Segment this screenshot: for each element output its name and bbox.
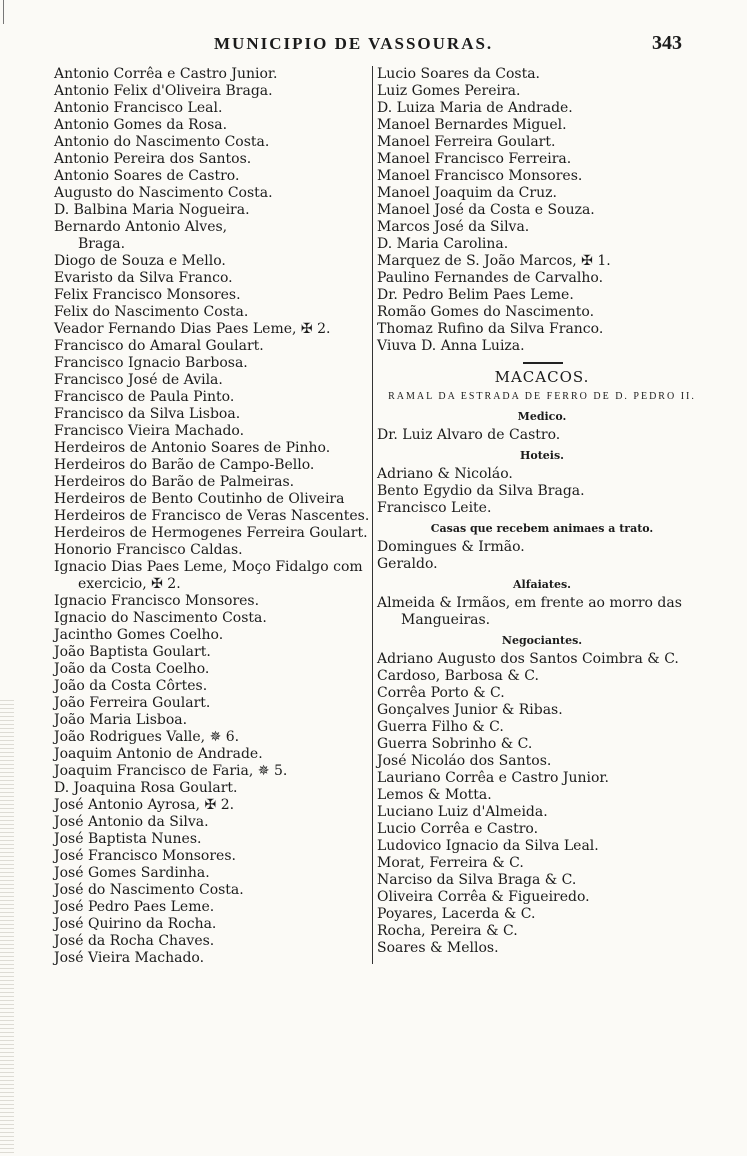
list-item: Lemos & Motta. (377, 787, 492, 803)
list-item: Ignacio Francisco Monsores. (54, 593, 260, 609)
list-item: Manoel José da Costa e Souza. (377, 202, 595, 218)
list-item: D. Luiza Maria de Andrade. (377, 100, 573, 116)
list-item: José do Nascimento Costa. (54, 882, 244, 898)
list-item: Manoel Francisco Monsores. (377, 168, 583, 184)
alfaiates-list (377, 595, 707, 629)
list-item: Guerra Filho & C. (377, 719, 504, 735)
margin-rule (3, 0, 4, 24)
list-item: João Maria Lisboa. (54, 712, 188, 728)
scan-edge-noise (0, 700, 14, 1156)
list-item: Morat, Ferreira & C. (377, 855, 524, 871)
list-item: Geraldo. (377, 556, 438, 572)
section-subtitle: RAMAL DA ESTRADA DE FERRO DE D. PEDRO II. (388, 391, 696, 402)
list-item: Diogo de Souza e Mello. (54, 253, 226, 269)
right-column-list (377, 66, 707, 355)
hoteis-list (377, 466, 707, 517)
list-item: Antonio Soares de Castro. (54, 168, 240, 184)
list-item: Cardoso, Barbosa & C. (377, 668, 539, 684)
list-item: Braga. (78, 236, 126, 252)
list-item: Antonio Gomes da Rosa. (54, 117, 228, 133)
list-item: Herdeiros de Francisco de Veras Nascentes. (54, 508, 370, 524)
list-item: Guerra Sobrinho & C. (377, 736, 533, 752)
list-item: Luiz Gomes Pereira. (377, 83, 521, 99)
list-item: Ludovico Ignacio da Silva Leal. (377, 838, 599, 854)
list-item: D. Maria Carolina. (377, 236, 509, 252)
category-medico: Medico. (517, 410, 567, 423)
list-item: Francisco Leite. (377, 500, 492, 516)
list-item: Romão Gomes do Nascimento. (377, 304, 595, 320)
list-item: Herdeiros de Hermogenes Ferreira Goulart. (54, 525, 368, 541)
list-item: Thomaz Rufino da Silva Franco. (377, 321, 604, 337)
list-item: Herdeiros do Barão de Palmeiras. (54, 474, 295, 490)
list-item: Narciso da Silva Braga & C. (377, 872, 577, 888)
list-item: Francisco de Paula Pinto. (54, 389, 235, 405)
category-casas: Casas que recebem animaes a trato. (430, 522, 654, 535)
list-item: Veador Fernando Dias Paes Leme, ✠ 2. (54, 321, 331, 337)
list-item: Evaristo da Silva Franco. (54, 270, 233, 286)
list-item: Antonio Francisco Leal. (54, 100, 223, 116)
list-item: Honorio Francisco Caldas. (54, 542, 243, 558)
list-item: Mangueiras. (401, 612, 491, 628)
list-item: Bernardo Antonio Alves, (54, 219, 228, 235)
list-item: Paulino Fernandes de Carvalho. (377, 270, 604, 286)
list-item: Dr. Pedro Belim Paes Leme. (377, 287, 574, 303)
list-item: Lauriano Corrêa e Castro Junior. (377, 770, 610, 786)
list-item: Joaquim Francisco de Faria, ✵ 5. (54, 763, 288, 779)
list-item: Dr. Luiz Alvaro de Castro. (377, 427, 561, 443)
list-item: José Nicoláo dos Santos. (377, 753, 552, 769)
page-header (0, 34, 747, 58)
list-item: Gonçalves Junior & Ribas. (377, 702, 563, 718)
list-item: Felix Francisco Monsores. (54, 287, 241, 303)
list-item: D. Balbina Maria Nogueira. (54, 202, 250, 218)
list-item: José Antonio Ayrosa, ✠ 2. (54, 797, 235, 813)
negociantes-list (377, 651, 707, 957)
list-item: Domingues & Irmão. (377, 539, 525, 555)
list-item: José Francisco Monsores. (54, 848, 236, 864)
list-item: Francisco Vieira Machado. (54, 423, 245, 439)
right-column (372, 66, 707, 964)
medico-list (377, 427, 707, 444)
list-item: Joaquim Antonio de Andrade. (54, 746, 263, 762)
page-title: MUNICIPIO DE VASSOURAS. (214, 34, 494, 53)
page-number: 343 (652, 32, 682, 54)
list-item: Viuva D. Anna Luiza. (377, 338, 525, 354)
list-item: Felix do Nascimento Costa. (54, 304, 249, 320)
list-item: José Quirino da Rocha. (54, 916, 217, 932)
list-item: Soares & Mellos. (377, 940, 499, 956)
category-alfaiates: Alfaiates. (513, 578, 571, 591)
list-item: João Rodrigues Valle, ✵ 6. (54, 729, 240, 745)
list-item: José Vieira Machado. (54, 950, 205, 966)
list-item: Rocha, Pereira & C. (377, 923, 518, 939)
list-item: Herdeiros de Antonio Soares de Pinho. (54, 440, 331, 456)
list-item: Adriano Augusto dos Santos Coimbra & C. (377, 651, 679, 667)
list-item: Almeida & Irmãos, em frente ao morro das (377, 595, 682, 611)
list-item: José da Rocha Chaves. (54, 933, 215, 949)
list-item: Marcos José da Silva. (377, 219, 530, 235)
list-item: Ignacio do Nascimento Costa. (54, 610, 267, 626)
list-item: João Ferreira Goulart. (54, 695, 211, 711)
category-negociantes: Negociantes. (501, 634, 583, 647)
list-item: Luciano Luiz d'Almeida. (377, 804, 548, 820)
list-item: D. Joaquina Rosa Goulart. (54, 780, 238, 796)
list-item: Francisco do Amaral Goulart. (54, 338, 264, 354)
list-item: Lucio Corrêa e Castro. (377, 821, 539, 837)
list-item: Antonio Pereira dos Santos. (54, 151, 252, 167)
list-item: Ignacio Dias Paes Leme, Moço Fidalgo com (54, 559, 363, 575)
list-item: Francisco da Silva Lisboa. (54, 406, 241, 422)
list-item: Manoel Bernardes Miguel. (377, 117, 567, 133)
list-item: Marquez de S. João Marcos, ✠ 1. (377, 253, 611, 269)
left-column (54, 66, 372, 967)
list-item: Herdeiros do Barão de Campo-Bello. (54, 457, 315, 473)
list-item: Manoel Ferreira Goulart. (377, 134, 556, 150)
list-item: João da Costa Coelho. (54, 661, 210, 677)
list-item: Adriano & Nicoláo. (377, 466, 513, 482)
list-item: Francisco Ignacio Barbosa. (54, 355, 248, 371)
list-item: Manoel Francisco Ferreira. (377, 151, 572, 167)
casas-list (377, 539, 707, 573)
list-item: João Baptista Goulart. (54, 644, 211, 660)
section-title-macacos: MACACOS. (377, 369, 707, 386)
list-item: José Gomes Sardinha. (54, 865, 210, 881)
list-item: exercicio, ✠ 2. (78, 576, 181, 592)
list-item: Francisco José de Avila. (54, 372, 223, 388)
list-item: Oliveira Corrêa & Figueiredo. (377, 889, 590, 905)
list-item: João da Costa Côrtes. (54, 678, 208, 694)
list-item: Poyares, Lacerda & C. (377, 906, 536, 922)
list-item: Antonio Corrêa e Castro Junior. (54, 66, 278, 82)
list-item: José Antonio da Silva. (54, 814, 209, 830)
list-item: Antonio do Nascimento Costa. (54, 134, 270, 150)
list-item: José Pedro Paes Leme. (54, 899, 215, 915)
list-item: Corrêa Porto & C. (377, 685, 505, 701)
list-item: Jacintho Gomes Coelho. (54, 627, 224, 643)
list-item: Antonio Felix d'Oliveira Braga. (54, 83, 273, 99)
list-item: Bento Egydio da Silva Braga. (377, 483, 585, 499)
list-item: Manoel Joaquim da Cruz. (377, 185, 557, 201)
list-item: Augusto do Nascimento Costa. (54, 185, 273, 201)
category-hoteis: Hoteis. (519, 449, 564, 462)
list-item: Herdeiros de Bento Coutinho de Oliveira (54, 491, 345, 507)
list-item: Lucio Soares da Costa. (377, 66, 540, 82)
list-item: José Baptista Nunes. (54, 831, 202, 847)
